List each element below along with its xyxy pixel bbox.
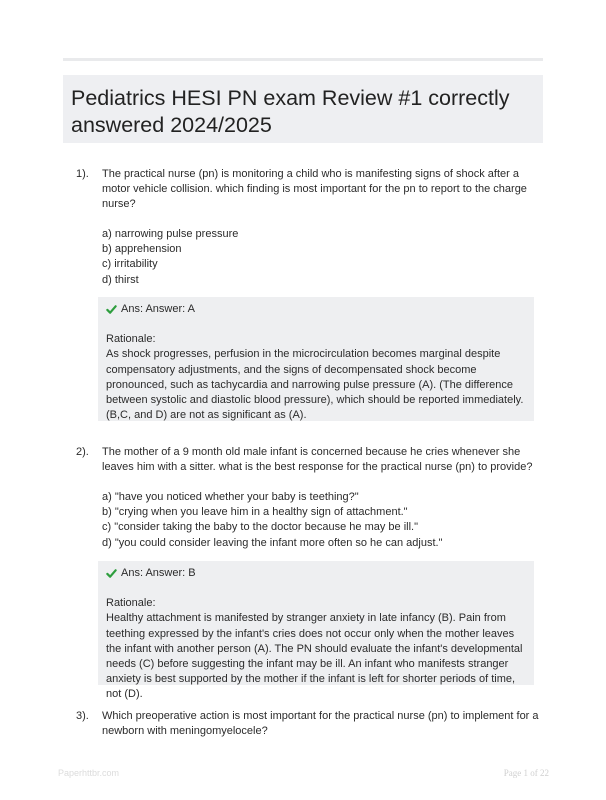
top-divider: [63, 58, 543, 61]
option-b: b) apprehension: [102, 243, 182, 256]
option-a: a) "have you noticed whether your baby is teething?": [102, 491, 359, 503]
answer-box: [98, 297, 534, 421]
footer-watermark: Paperhttbr.com: [58, 768, 120, 778]
question-number: 1).: [76, 168, 89, 180]
option-d: d) "you could consider leaving the infant more often so he can adjust.": [102, 536, 443, 549]
option-d: d) thirst: [102, 273, 139, 286]
answer-box: [98, 561, 534, 701]
question-text: The mother of a 9 month old male infant is concerned because he cries whenever she leaves him with a sitter. what is the best response for the practical nurse (pn) to provide?: [102, 446, 533, 474]
answer-text: Ans: Answer: A: [121, 303, 195, 315]
answer-options: [102, 490, 540, 551]
rationale-text: Healthy attachment is manifested by stranger anxiety in late infancy (B). Pain from teething expressed by the infant's cries does not occur only when the mother leaves the infant with another person (A). The PN should evaluate the infant's developmental needs (C) before suggesting the infant may be ill. An infant who manifests stranger anxiety is best supported by the mother if the infant is left for shorter periods of time, not (D).: [106, 612, 523, 701]
question-number: 3).: [76, 710, 89, 722]
option-b: b) "crying when you leave him in a healthy sign of attachment.": [102, 506, 408, 519]
answer-options: [102, 227, 540, 288]
check-icon: [106, 304, 117, 315]
option-a: a) narrowing pulse pressure: [102, 228, 239, 240]
check-icon: [106, 568, 117, 579]
question-number: 2).: [76, 446, 89, 458]
page-number: Page 1 of 22: [503, 768, 549, 778]
option-c: c) "consider taking the baby to the doctor because he may be ill.": [102, 521, 418, 534]
title-banner: [63, 75, 543, 143]
question-text: Which preoperative action is most important for the practical nurse (pn) to implement for a newborn with meningomyelocele?: [102, 710, 539, 738]
rationale-label: Rationale:: [106, 597, 156, 610]
answer-text: Ans: Answer: B: [121, 567, 196, 579]
document-title: Pediatrics HESI PN exam Review #1 correctly answered 2024/2025: [71, 86, 510, 137]
option-c: c) irritability: [102, 258, 158, 271]
rationale-label: Rationale:: [106, 333, 156, 346]
rationale-text: As shock progresses, perfusion in the microcirculation becomes marginal despite compensatory adjustments, and the signs of decompensated shock become pronounced, such as tachycardia and narrowing pulse pressure (A). (The difference between systolic and diastolic blood pressure), which should be reported immediately. (B,C, and D) are not as significant as (A).: [106, 348, 524, 422]
question-text: The practical nurse (pn) is monitoring a child who is manifesting signs of shock after a motor vehicle collision. which finding is most important for the pn to report to the charge nurse?: [102, 168, 527, 211]
